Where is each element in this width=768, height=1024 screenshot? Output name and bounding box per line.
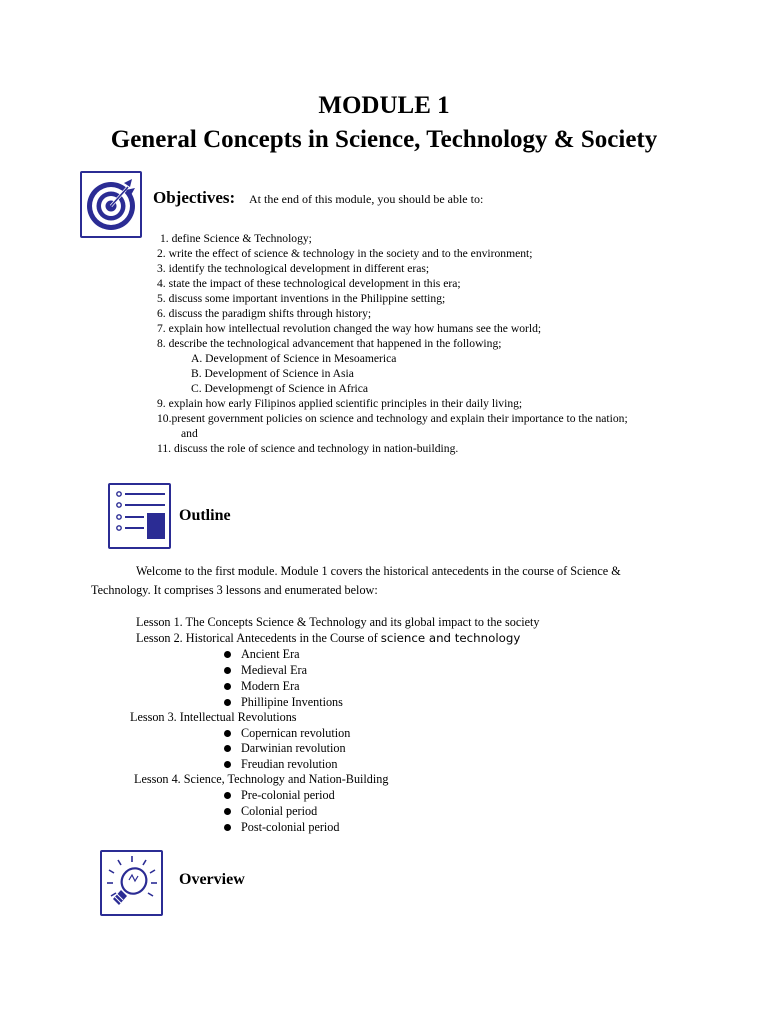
lesson-3: Lesson 3. Intellectual Revolutions [130, 710, 297, 724]
lesson-4: Lesson 4. Science, Technology and Nation-Building [134, 772, 389, 786]
list-item: 2. write the effect of science & technology in the society and to the environment; [157, 247, 533, 260]
list-item: 7. explain how intellectual revolution changed the way how humans see the world; [157, 322, 542, 335]
list-item: 11. discuss the role of science and technology in nation-building. [157, 442, 459, 455]
module-number-title: MODULE 1 [318, 92, 450, 119]
list-item: Phillipine Inventions [241, 695, 343, 709]
list-item: and [181, 427, 198, 440]
list-item: 4. state the impact of these technological development in this era; [157, 277, 461, 290]
outline-list-icon [108, 483, 171, 549]
outline-paragraph-line2: Technology. It comprises 3 lessons and enumerated below: [91, 583, 378, 597]
lesson-1: Lesson 1. The Concepts Science & Technology and its global impact to the society [136, 615, 540, 629]
list-item: 3. identify the technological development in different eras; [157, 262, 430, 275]
list-item: 1. define Science & Technology; [160, 232, 312, 245]
list-item: Freudian revolution [241, 757, 338, 771]
list-item: Pre-colonial period [241, 788, 335, 802]
list-item: Ancient Era [241, 647, 300, 661]
lesson-2 [136, 631, 520, 646]
list-item: 8. describe the technological advancement that happened in the following; [157, 337, 502, 350]
module-title: General Concepts in Science, Technology & Society [110, 126, 658, 153]
list-item: Darwinian revolution [241, 741, 346, 755]
list-item: 9. explain how early Filipinos applied scientific principles in their daily living; [157, 397, 523, 410]
outline-heading: Outline [179, 507, 231, 524]
list-item: Post-colonial period [241, 820, 340, 834]
list-item: A. Development of Science in Mesoamerica [191, 352, 397, 365]
outline-paragraph-line1: Welcome to the first module. Module 1 covers the historical antecedents in the course of Science & [136, 564, 621, 578]
overview-heading: Overview [179, 871, 245, 888]
list-item: Modern Era [241, 679, 300, 693]
lesson-2-prefix: Lesson 2. Historical Antecedents in the Course of [136, 631, 381, 645]
lightbulb-icon [100, 850, 163, 916]
list-item: 6. discuss the paradigm shifts through history; [157, 307, 372, 320]
list-item: 10.present government policies on science and technology and explain their importance to the nation; [157, 412, 628, 425]
objectives-intro: At the end of this module, you should be able to: [249, 192, 484, 206]
objectives-heading: Objectives: [153, 188, 236, 207]
lesson-2-suffix: science and technology [380, 631, 521, 645]
list-item: B. Development of Science in Asia [191, 367, 354, 380]
list-item: C. Developmengt of Science in Africa [191, 382, 369, 395]
list-item: Colonial period [241, 804, 318, 818]
list-item: Copernican revolution [241, 726, 351, 740]
target-icon [80, 171, 142, 238]
list-item: Medieval Era [241, 663, 307, 677]
list-item: 5. discuss some important inventions in the Philippine setting; [157, 292, 446, 305]
